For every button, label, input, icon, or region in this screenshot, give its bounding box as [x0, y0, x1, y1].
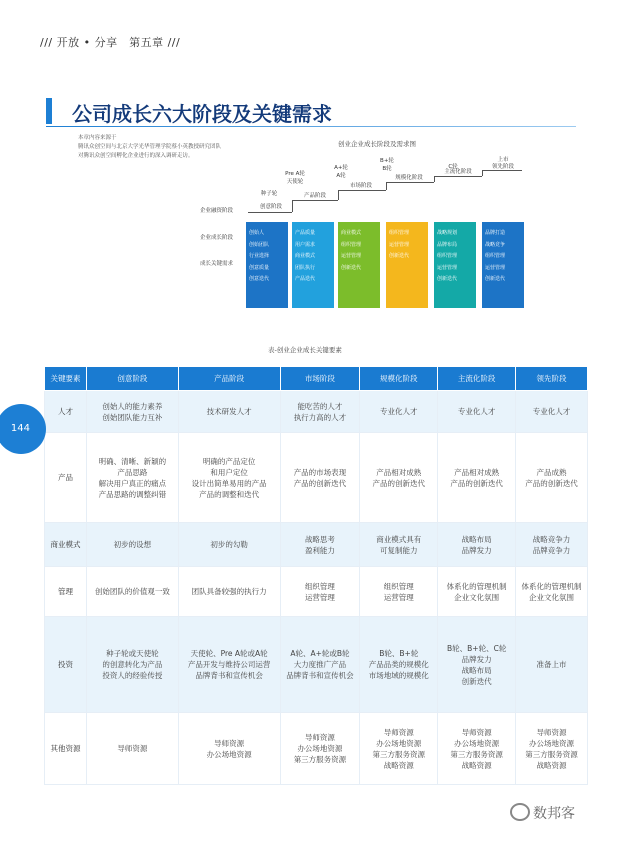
title-accent-bar: [46, 98, 52, 124]
stage-need-item: 创始团队: [249, 241, 270, 248]
table-cell: 战略竞争力 品牌竞争力: [516, 523, 588, 567]
factor-label: 产品: [45, 433, 87, 523]
table-cell: 产品的市场表现 产品的创新迭代: [280, 433, 360, 523]
stair-step: [292, 200, 338, 201]
table-cell: 准备上市: [516, 617, 588, 713]
factor-label: 投资: [45, 617, 87, 713]
chapter-header: /// 开放 • 分享 第五章 ///: [40, 36, 181, 49]
table-header-row: [45, 367, 588, 391]
table-cell: 商业模式具有 可复制能力: [360, 523, 438, 567]
table-cell: 组织管理 运营管理: [280, 567, 360, 617]
stage-need-item: 战略竞争: [485, 241, 506, 248]
table-header-cell: 关键要素: [45, 367, 87, 391]
stage-label: 创意阶段: [259, 204, 282, 210]
table-cell: 导师资源 办公场地资源 第三方服务资源 战略资源: [516, 713, 588, 785]
diagram-row-label: 企业成长阶段: [200, 235, 234, 241]
stage-need-item: 用户需求: [295, 241, 316, 248]
stage-label: 产品阶段: [303, 193, 326, 199]
table-row: [45, 617, 588, 713]
stage-needs-column: [292, 222, 334, 308]
funding-label: 天使轮: [286, 179, 304, 185]
table-cell: B轮、B+轮 产品品类的规模化 市场地域的规模化: [360, 617, 438, 713]
table-header-cell: 创意阶段: [86, 367, 178, 391]
factor-label: 管理: [45, 567, 87, 617]
stage-need-item: 运营管理: [389, 241, 410, 248]
funding-label: Pre A轮: [285, 171, 305, 177]
stage-need-item: 商业模式: [341, 230, 362, 236]
title-rule: [46, 126, 576, 127]
stage-need-item: 创新迭代: [437, 276, 458, 282]
stair-riser: [338, 190, 339, 200]
watermark-text: 数邦客: [533, 806, 575, 822]
intro-line: 对腾讯众创空间孵化企业进行的深入调研走访。: [78, 153, 194, 159]
funding-label: 种子轮: [260, 191, 278, 197]
stage-need-item: 运营管理: [437, 264, 458, 271]
table-cell: 战略思考 盈利能力: [280, 523, 360, 567]
table-cell: A轮、A+轮或B轮 大力度推广产品 品牌背书和宣传机会: [280, 617, 360, 713]
stage-need-item: 团队执行: [295, 264, 316, 271]
stage-needs-column: [482, 222, 524, 308]
stage-label: 规模化阶段: [395, 175, 423, 181]
table-cell: 初步的勾勒: [178, 523, 280, 567]
section-title-band: [46, 96, 576, 128]
stair-step: [248, 212, 292, 213]
table-cell: 创始团队的价值观一致: [86, 567, 178, 617]
stage-need-item: 创始人: [249, 230, 265, 236]
stage-need-item: 品牌布局: [437, 241, 458, 248]
stair-step: [338, 190, 386, 191]
intro-line: 本章内容来源于: [78, 135, 117, 141]
table-cell: 体系化的管理机制 企业文化氛围: [438, 567, 516, 617]
table-row: [45, 391, 588, 433]
table-cell: 能吃苦的人才 执行力高的人才: [280, 391, 360, 433]
table-cell: 产品相对成熟 产品的创新迭代: [360, 433, 438, 523]
stage-need-item: 组织管理: [389, 230, 410, 236]
table-cell: 导师资源 办公场地资源 第三方服务资源 战略资源: [360, 713, 438, 785]
factor-label: 商业模式: [45, 523, 87, 567]
diagram-row-label: 企业融资阶段: [200, 208, 234, 214]
stage-needs-column: [338, 222, 380, 308]
stage-need-item: 产品迭代: [295, 276, 316, 282]
table-cell: 组织管理 运营管理: [360, 567, 438, 617]
stage-need-item: 组织管理: [437, 253, 458, 259]
table-cell: 初步的设想: [86, 523, 178, 567]
table-header-cell: 主流化阶段: [438, 367, 516, 391]
funding-label: 上市: [497, 157, 509, 163]
funding-label: A轮: [336, 173, 346, 179]
table-cell: 专业化人才: [360, 391, 438, 433]
page-title: 公司成长六大阶段及关键需求: [72, 102, 332, 126]
diagram-title: 创业企业成长阶段及需求图: [338, 140, 416, 148]
table-cell: 导师资源: [86, 713, 178, 785]
page-number-badge: [0, 404, 46, 454]
table-cell: 导师资源 办公场地资源 第三方服务资源 战略资源: [438, 713, 516, 785]
stage-need-item: 创新迭代: [389, 253, 410, 259]
table-cell: B轮、B+轮、C轮 品牌发力 战略布局 创新迭代: [438, 617, 516, 713]
table-cell: 产品相对成熟 产品的创新迭代: [438, 433, 516, 523]
stage-need-item: 行业选择: [249, 253, 270, 259]
stair-riser: [386, 182, 387, 190]
stage-need-item: 创意迭代: [249, 276, 270, 282]
key-factors-table: [44, 366, 588, 785]
diagram-row-label: 成长关键需求: [200, 261, 234, 267]
stage-need-item: 组织管理: [485, 253, 506, 259]
stage-need-item: 创新迭代: [341, 264, 362, 271]
table-cell: 团队具备较强的执行力: [178, 567, 280, 617]
table-cell: 专业化人才: [438, 391, 516, 433]
stair-step: [386, 182, 434, 183]
funding-label: B+轮: [380, 158, 394, 164]
factor-label: 人才: [45, 391, 87, 433]
table-cell: 技术研发人才: [178, 391, 280, 433]
stage-need-item: 品牌打造: [485, 230, 506, 236]
table-row: [45, 567, 588, 617]
table-cell: 产品成熟 产品的创新迭代: [516, 433, 588, 523]
stage-need-item: 商业模式: [295, 253, 316, 259]
table-cell: 专业化人才: [516, 391, 588, 433]
table-header-cell: 规模化阶段: [360, 367, 438, 391]
table-row: [45, 713, 588, 785]
stage-need-item: 产品质量: [295, 230, 316, 236]
table-cell: 导师资源 办公场地资源: [178, 713, 280, 785]
table-row: [45, 433, 588, 523]
stage-need-item: 运营管理: [485, 264, 506, 271]
stage-need-item: 运营管理: [341, 253, 362, 259]
table-cell: 体系化的管理机制 企业文化氛围: [516, 567, 588, 617]
page-number: 144: [10, 423, 30, 434]
stage-label: 领先阶段: [491, 164, 514, 170]
stage-need-item: 组织管理: [341, 241, 362, 248]
table-row: [45, 523, 588, 567]
stair-step: [434, 176, 482, 177]
stage-label: 主流化阶段: [444, 169, 472, 175]
table-header-cell: 产品阶段: [178, 367, 280, 391]
stair-riser: [292, 200, 293, 212]
table-header-cell: 领先阶段: [516, 367, 588, 391]
table-caption: 表-创业企业成长关键要素: [268, 346, 342, 354]
factor-label: 其他资源: [45, 713, 87, 785]
funding-label: B轮: [382, 166, 392, 172]
stage-label: 市场阶段: [349, 183, 372, 189]
intro-text: [78, 134, 318, 161]
table-cell: 明确的产品定位 和用户定位 设计出简单易用的产品 产品的调整和迭代: [178, 433, 280, 523]
funding-label: A+轮: [334, 165, 348, 171]
stage-needs-column: [434, 222, 476, 308]
intro-line: 腾讯众创空间与北京大学光华管理学院蔡小英教授研究团队: [78, 144, 222, 150]
table-cell: 种子轮或天使轮 的创意转化为产品 投资人的经验传授: [86, 617, 178, 713]
table-cell: 导师资源 办公场地资源 第三方服务资源: [280, 713, 360, 785]
funding-label: C轮: [448, 164, 458, 170]
table-cell: 天使轮、Pre A轮或A轮 产品开发与维持公司运营 品牌背书和宣传机会: [178, 617, 280, 713]
stage-need-item: 创意质量: [249, 264, 270, 271]
stage-needs-column: [386, 222, 428, 308]
table-cell: 战略布局 品牌发力: [438, 523, 516, 567]
table-cell: 明确、清晰、新颖的 产品思路 解决用户真正的痛点 产品思路的调整纠错: [86, 433, 178, 523]
stage-need-item: 战略规划: [437, 230, 458, 236]
table-header-cell: 市场阶段: [280, 367, 360, 391]
table-cell: 创始人的能力素养 创始团队能力互补: [86, 391, 178, 433]
wechat-icon: [510, 803, 530, 821]
stage-needs-column: [246, 222, 288, 308]
stage-need-item: 创新迭代: [485, 276, 506, 282]
